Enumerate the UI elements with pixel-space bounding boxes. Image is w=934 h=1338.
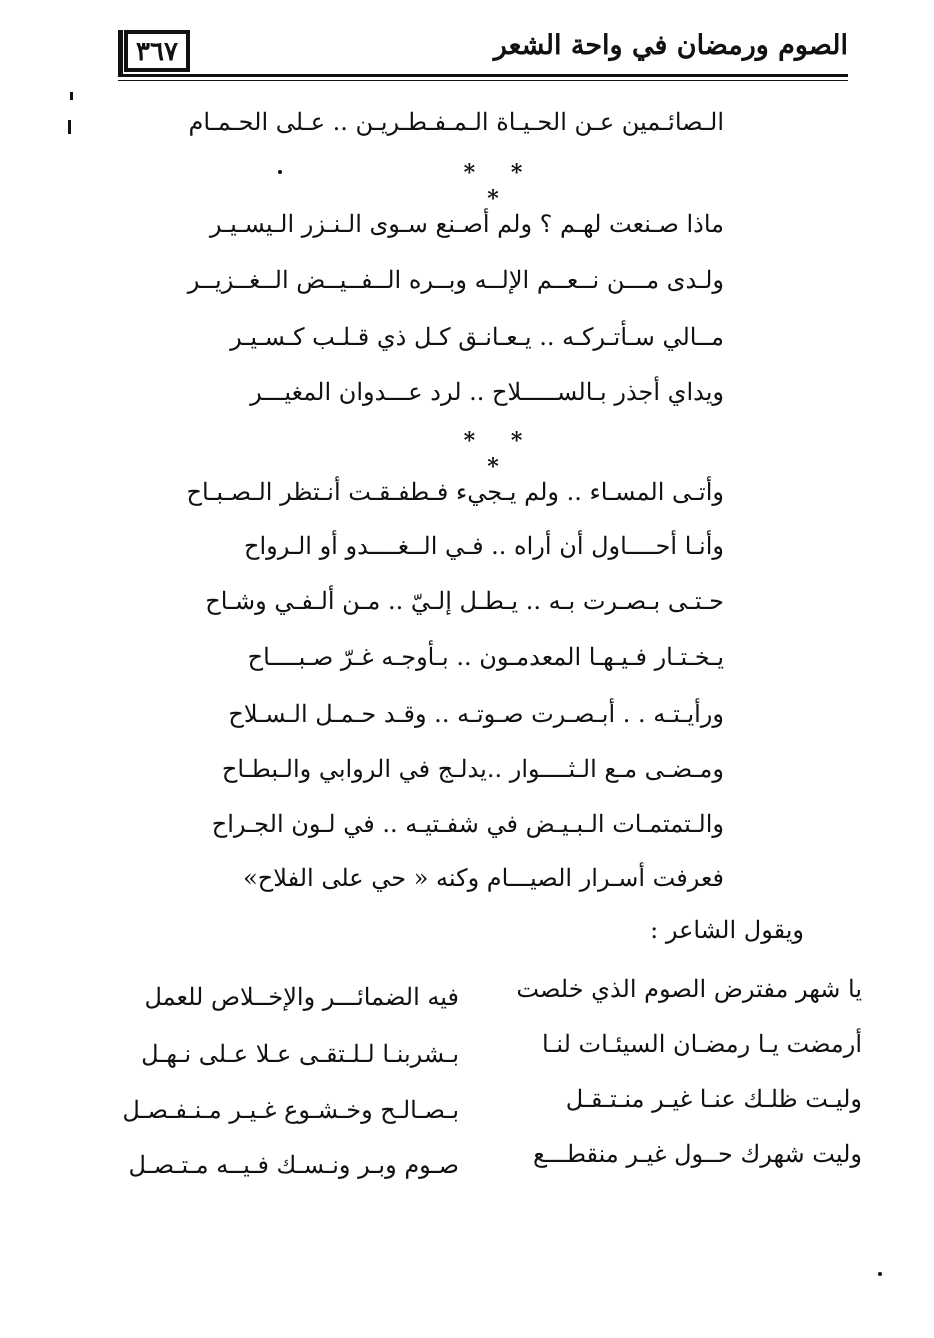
poem-line: ويداي أجذر بـالســـــلاح .. لرد عـــدوان المغيـــر xyxy=(250,378,724,406)
verse-second-hemistich: فيه الضمائـــر والإخــلاص للعمل xyxy=(144,983,459,1011)
header-rule xyxy=(118,74,848,77)
page-header xyxy=(118,22,848,82)
poem-opening-line: الـصائـمين عـن الحـيـاة الـمـفـطـريـن .. عـلى الحـمـام xyxy=(188,108,724,136)
speck xyxy=(278,170,282,174)
poem-line: ولـدى مـــن نــعــم الإلــه وبــره الــفــيــض الــغــزيــر xyxy=(187,266,724,294)
poem-line: وأتـى المسـاء .. ولم يـجيء فـطفـقـت أنـتظر الـصـبـاح xyxy=(186,478,724,506)
poem-line: مــالي سـأتـركـه .. يـعـانـق كـل ذي قـلـب كـسـيـر xyxy=(230,323,724,351)
verse-first-hemistich: أرمضت يـا رمضـان السيئـات لنـا xyxy=(542,1030,862,1058)
page-number: ٣٦٧ xyxy=(124,30,190,72)
poem-line: فعرفت أسـرار الصيـــام وكنه « حي على الفلاح» xyxy=(243,864,724,892)
speck xyxy=(878,1272,882,1276)
stanza-separator: * * * xyxy=(463,428,537,480)
poem-line: والـتمتمـات الـبـيـض في شفـتيـه .. في لـون الجـراح xyxy=(211,810,724,838)
poem-line: ورأيـتـه . . أبـصـرت صـوتـه .. وقـد حـمـل الـسـلاح xyxy=(228,700,724,728)
poem-line: وأنـا أحــــاول أن أراه .. فـي الــغــــدو أو الـرواح xyxy=(243,532,724,560)
verse-second-hemistich: صـوم وبـر ونـسـك فـيــه مـتـصـل xyxy=(128,1151,459,1179)
poem-line: يـخـتـار فـيـهـا المعدمـون .. بـأوجـه غـرّ صـبــــاح xyxy=(247,643,724,671)
running-title: الصوم ورمضان في واحة الشعر xyxy=(493,30,848,61)
stanza-separator: * * * xyxy=(463,160,537,212)
margin-mark xyxy=(70,92,73,100)
margin-mark xyxy=(68,120,71,134)
poet-intro: ويقول الشاعر : xyxy=(650,916,804,944)
poem-line: ومـضـى مـع الـثــــوار ..يدلـج في الروابي والـبطـاح xyxy=(221,755,724,783)
verse-first-hemistich: وليت شهرك حــول غيـر منقطـــع xyxy=(532,1140,862,1168)
verse-second-hemistich: بـصـالـح وخـشـوع غـيـر مـنـفـصـل xyxy=(122,1096,459,1124)
verse-first-hemistich: وليـت ظلـك عنـا غيـر منـتـقـل xyxy=(565,1085,862,1113)
verse-second-hemistich: بـشربنـا لـلـتقـى عـلا عـلى نـهـل xyxy=(141,1040,459,1068)
verse-first-hemistich: يا شهر مفترض الصوم الذي خلصت xyxy=(516,975,862,1003)
poem-line: حـتـى بـصـرت بـه .. يـطـل إلـيّ .. مـن ألـفـي وشـاح xyxy=(205,587,724,615)
header-rule-thin xyxy=(118,80,848,81)
poem-line: ماذا صـنعت لهـم ؟ ولم أصـنع سـوى الـنـزر الـيسـيـر xyxy=(209,210,724,238)
